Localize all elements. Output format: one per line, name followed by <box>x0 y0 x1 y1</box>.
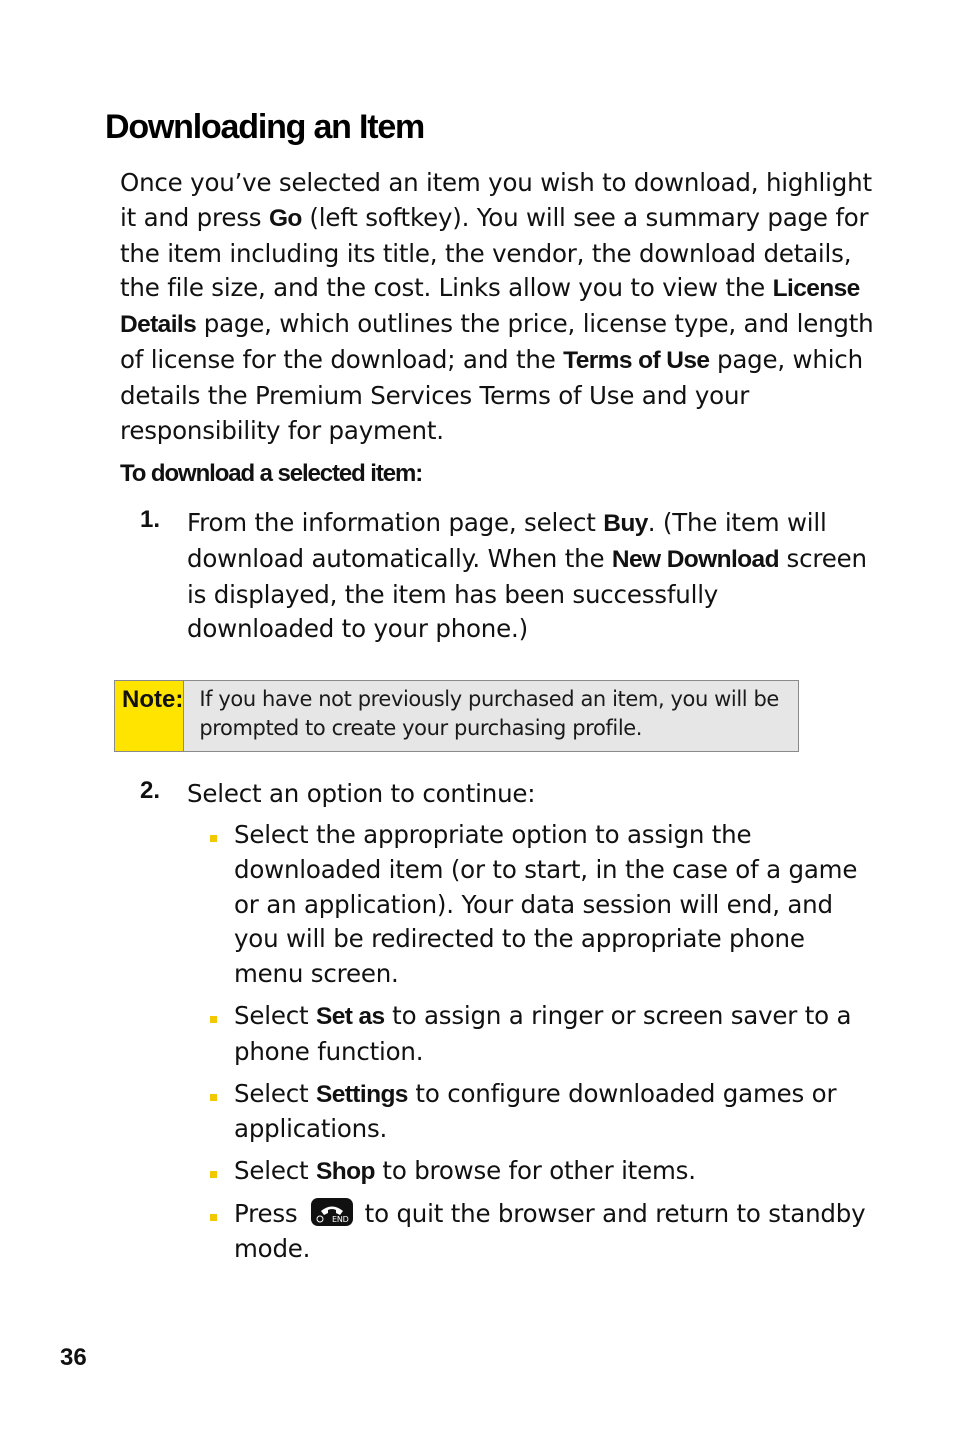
list-item: Select Settings to configure downloaded games or applications. <box>207 1077 867 1148</box>
bullet-icon <box>210 1214 217 1221</box>
page-heading: Downloading an Item <box>105 108 425 146</box>
shop-label: Shop <box>315 1158 375 1186</box>
list-item: Press END to quit the browser and return to standby mode. <box>207 1197 867 1267</box>
list-item: Select the appropriate option to assign the downloaded item (or to start, in the case of a game or an application). Your data session will end, and you will be redirected to the appropriate phone menu screen. <box>207 818 867 992</box>
svg-text:END: END <box>332 1214 349 1224</box>
settings-label: Settings <box>315 1080 408 1108</box>
page-number: 36 <box>60 1344 87 1371</box>
license-details-label: License Details <box>120 275 860 339</box>
new-download-label: New Download <box>611 545 779 573</box>
go-key-label: Go <box>268 204 302 232</box>
bullet-icon <box>210 1171 217 1178</box>
terms-of-use-label: Terms of Use <box>563 346 710 374</box>
list-item: Select Shop to browse for other items. <box>207 1154 867 1190</box>
buy-label: Buy <box>603 510 648 537</box>
step-text: From the information page, select Buy. (The item will download automatically. When the New Download screen is displayed, the item has been successfully downloaded to your phone.) <box>187 508 867 644</box>
note-box <box>114 680 799 752</box>
procedure-subheading: To download a selected item: <box>120 460 423 487</box>
step-number: 1. <box>140 506 161 533</box>
set-as-label: Set as <box>315 1002 385 1030</box>
step-number: 2. <box>140 777 161 804</box>
option-list <box>207 818 867 1274</box>
intro-paragraph: Once you’ve selected an item you wish to download, highlight it and press Go (left softkey). You will see a summary page for the item including its title, the vendor, the download details, the file size, and the cost. Links allow you to view the License Details page, which outlines the price, license type, and length of license for the download; and the Terms of Use page, which details the Premium Services Terms of Use and your responsibility for payment. <box>120 168 874 445</box>
list-item: Select Set as to assign a ringer or screen saver to a phone function. <box>207 999 867 1070</box>
bullet-icon <box>210 835 217 842</box>
step-text: Select an option to continue: <box>187 779 536 808</box>
note-text: If you have not previously purchased an item, you will be prompted to create your purchasing profile. <box>199 687 779 740</box>
bullet-icon <box>210 1016 217 1023</box>
bullet-icon <box>210 1094 217 1101</box>
note-label: Note: <box>115 681 184 751</box>
end-key-icon <box>311 1198 353 1226</box>
